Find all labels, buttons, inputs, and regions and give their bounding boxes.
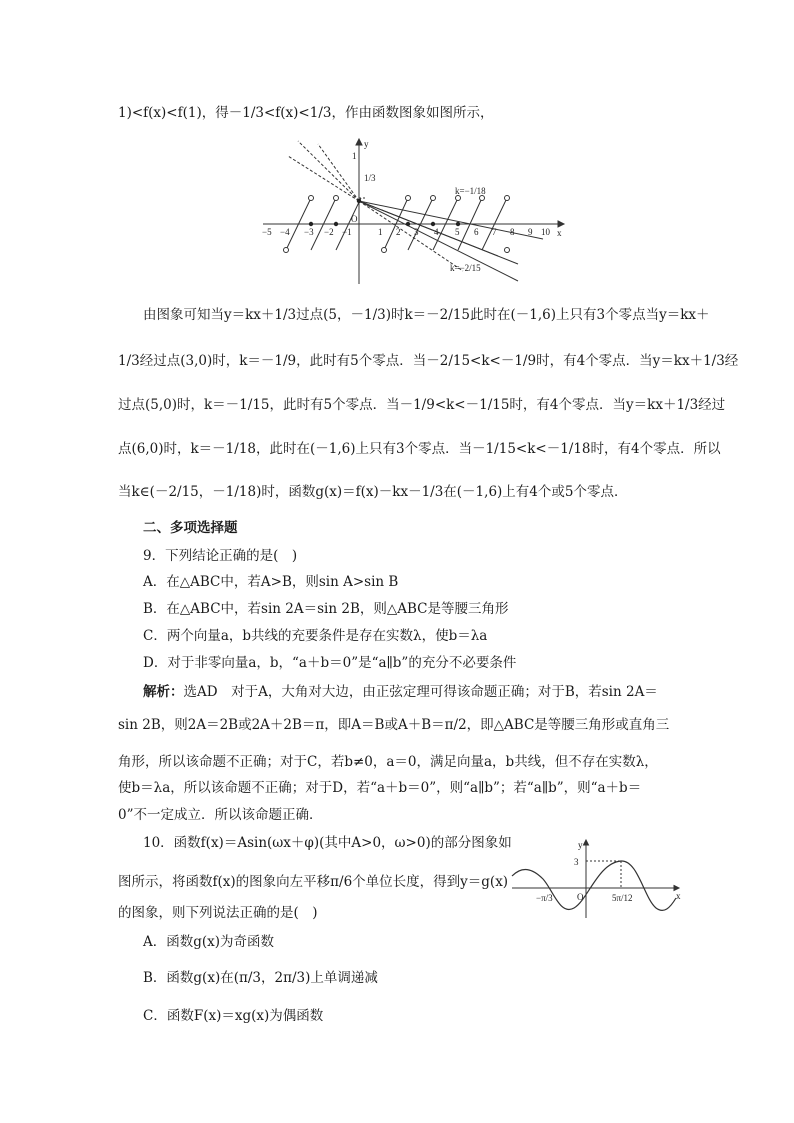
solution-line-3: 角形，所以该命题不正确；对于C，若b≠0，a＝0，满足向量a，b共线，但不存在实数λ， [118, 754, 658, 770]
tick-label: 9 [528, 227, 533, 237]
tick-label: 2 [396, 227, 401, 237]
sine-graph [508, 838, 684, 920]
tick-label: 10 [541, 227, 550, 237]
solution-line-2: sin 2B，则2A＝2B或2A＋2B＝π，即A＝B或A＋B＝π/2，即△ABC是等腰三角形或直角三 [118, 717, 670, 733]
tick-label: −1 [342, 227, 352, 237]
tick-label: 8 [510, 227, 515, 237]
tick-label: −2 [324, 227, 334, 237]
text-line-6: 当k∈(－2/15，－1/18)时，函数g(x)＝f(x)－kx－1/3在(－1,6)上有4个或5个零点． [118, 484, 628, 500]
y-axis-label: y [578, 840, 583, 850]
origin-label: O [351, 214, 358, 224]
question-9: 9．下列结论正确的是( ) [143, 548, 298, 564]
x-arrow [558, 221, 564, 227]
q9-option-d: D．对于非零向量a，b，“a＋b＝0”是“a∥b”的充分不必要条件 [143, 655, 517, 671]
y-arrow [356, 139, 362, 145]
q10-option-b: B．函数g(x)在(π/3，2π/3)上单调递减 [143, 970, 378, 986]
tick-label: 3 [414, 227, 419, 237]
q10-option-a: A．函数g(x)为奇函数 [143, 934, 275, 950]
solution-line-4: 使b＝λa，所以该命题不正确；对于D，若“a＋b＝0”，则“a∥b”；若“a∥b”，则“a＋b＝ [118, 780, 642, 796]
section-heading: 二、多项选择题 [143, 520, 238, 536]
origin-label: O [577, 892, 584, 902]
text-line-3: 1/3经过点(3,0)时，k＝－1/9，此时有5个零点．当－2/15<k<－1/9时，有4个零点．当y＝kx＋1/3经 [118, 353, 739, 369]
tick-label: −3 [304, 227, 314, 237]
solution-label: 解析： [143, 684, 184, 700]
q9-option-b: B．在△ABC中，若sin 2A＝sin 2B，则△ABC是等腰三角形 [143, 601, 509, 617]
q9-option-a: A．在△ABC中，若A>B，则sin A>sin B [143, 574, 399, 590]
text-line-4: 过点(5,0)时，k＝－1/15，此时有5个零点．当－1/9<k<－1/15时，有4个零点．当y＝kx＋1/3经过 [118, 397, 726, 413]
q9-option-c: C．两个向量a，b共线的充要条件是存在实数λ，使b＝λa [143, 628, 488, 644]
line-k-1-18 [359, 201, 543, 239]
five-pi-12-label: 5π/12 [612, 893, 633, 903]
tick-label: 4 [434, 227, 439, 237]
tick-label: −5 [262, 227, 272, 237]
k-top-label: k=−1/18 [455, 186, 486, 196]
question-10-line-1: 10．函数f(x)＝Asin(ωx＋φ)(其中A>0，ω>0)的部分图象如 [143, 835, 512, 851]
tick-label: 6 [474, 227, 479, 237]
text-line-5: 点(6,0)时，k＝－1/18，此时在(－1,6)上只有3个零点．当－1/15<k<－1/18时，有4个零点．所以 [118, 441, 721, 457]
tick-label: 5 [455, 227, 460, 237]
question-10-line-3: 的图象，则下列说法正确的是( ) [118, 905, 318, 921]
solution-line-5: 0”不一定成立．所以该命题正确． [118, 807, 323, 823]
text-line-1: 1)<f(x)<f(1)，得－1/3<f(x)<1/3，作由函数图象如图所示， [118, 105, 494, 121]
y-third-label: 1/3 [364, 173, 376, 183]
tick-label: 1 [378, 227, 383, 237]
y-axis-label: y [364, 139, 369, 149]
solution-line-1 [143, 682, 658, 702]
tick-label: 7 [492, 227, 497, 237]
text-line-2: 由图象可知当y＝kx＋1/3过点(5，－1/3)时k＝－2/15此时在(－1,6)上只有3个零点当y＝kx＋ [143, 307, 710, 323]
amplitude-label: 3 [574, 857, 579, 867]
solution-text: 选AD 对于A，大角对大边，由正弦定理可得该命题正确；对于B，若sin 2A＝ [183, 684, 658, 700]
question-10-line-2: 图所示，将函数f(x)的图象向左平移π/6个单位长度，得到y＝g(x) [118, 874, 509, 890]
line-k-2-15 [359, 201, 518, 281]
q10-option-c: C．函数F(x)＝xg(x)为偶函数 [143, 1008, 324, 1024]
x-axis-label: x [557, 228, 562, 238]
piecewise-function-graph [258, 136, 568, 286]
x-axis-label: x [676, 891, 681, 901]
y-one-label: 1 [352, 151, 357, 161]
neg-pi-3-label: −π/3 [536, 893, 553, 903]
tick-label: −4 [280, 227, 290, 237]
k-bottom-label: k=−2/15 [450, 263, 481, 273]
